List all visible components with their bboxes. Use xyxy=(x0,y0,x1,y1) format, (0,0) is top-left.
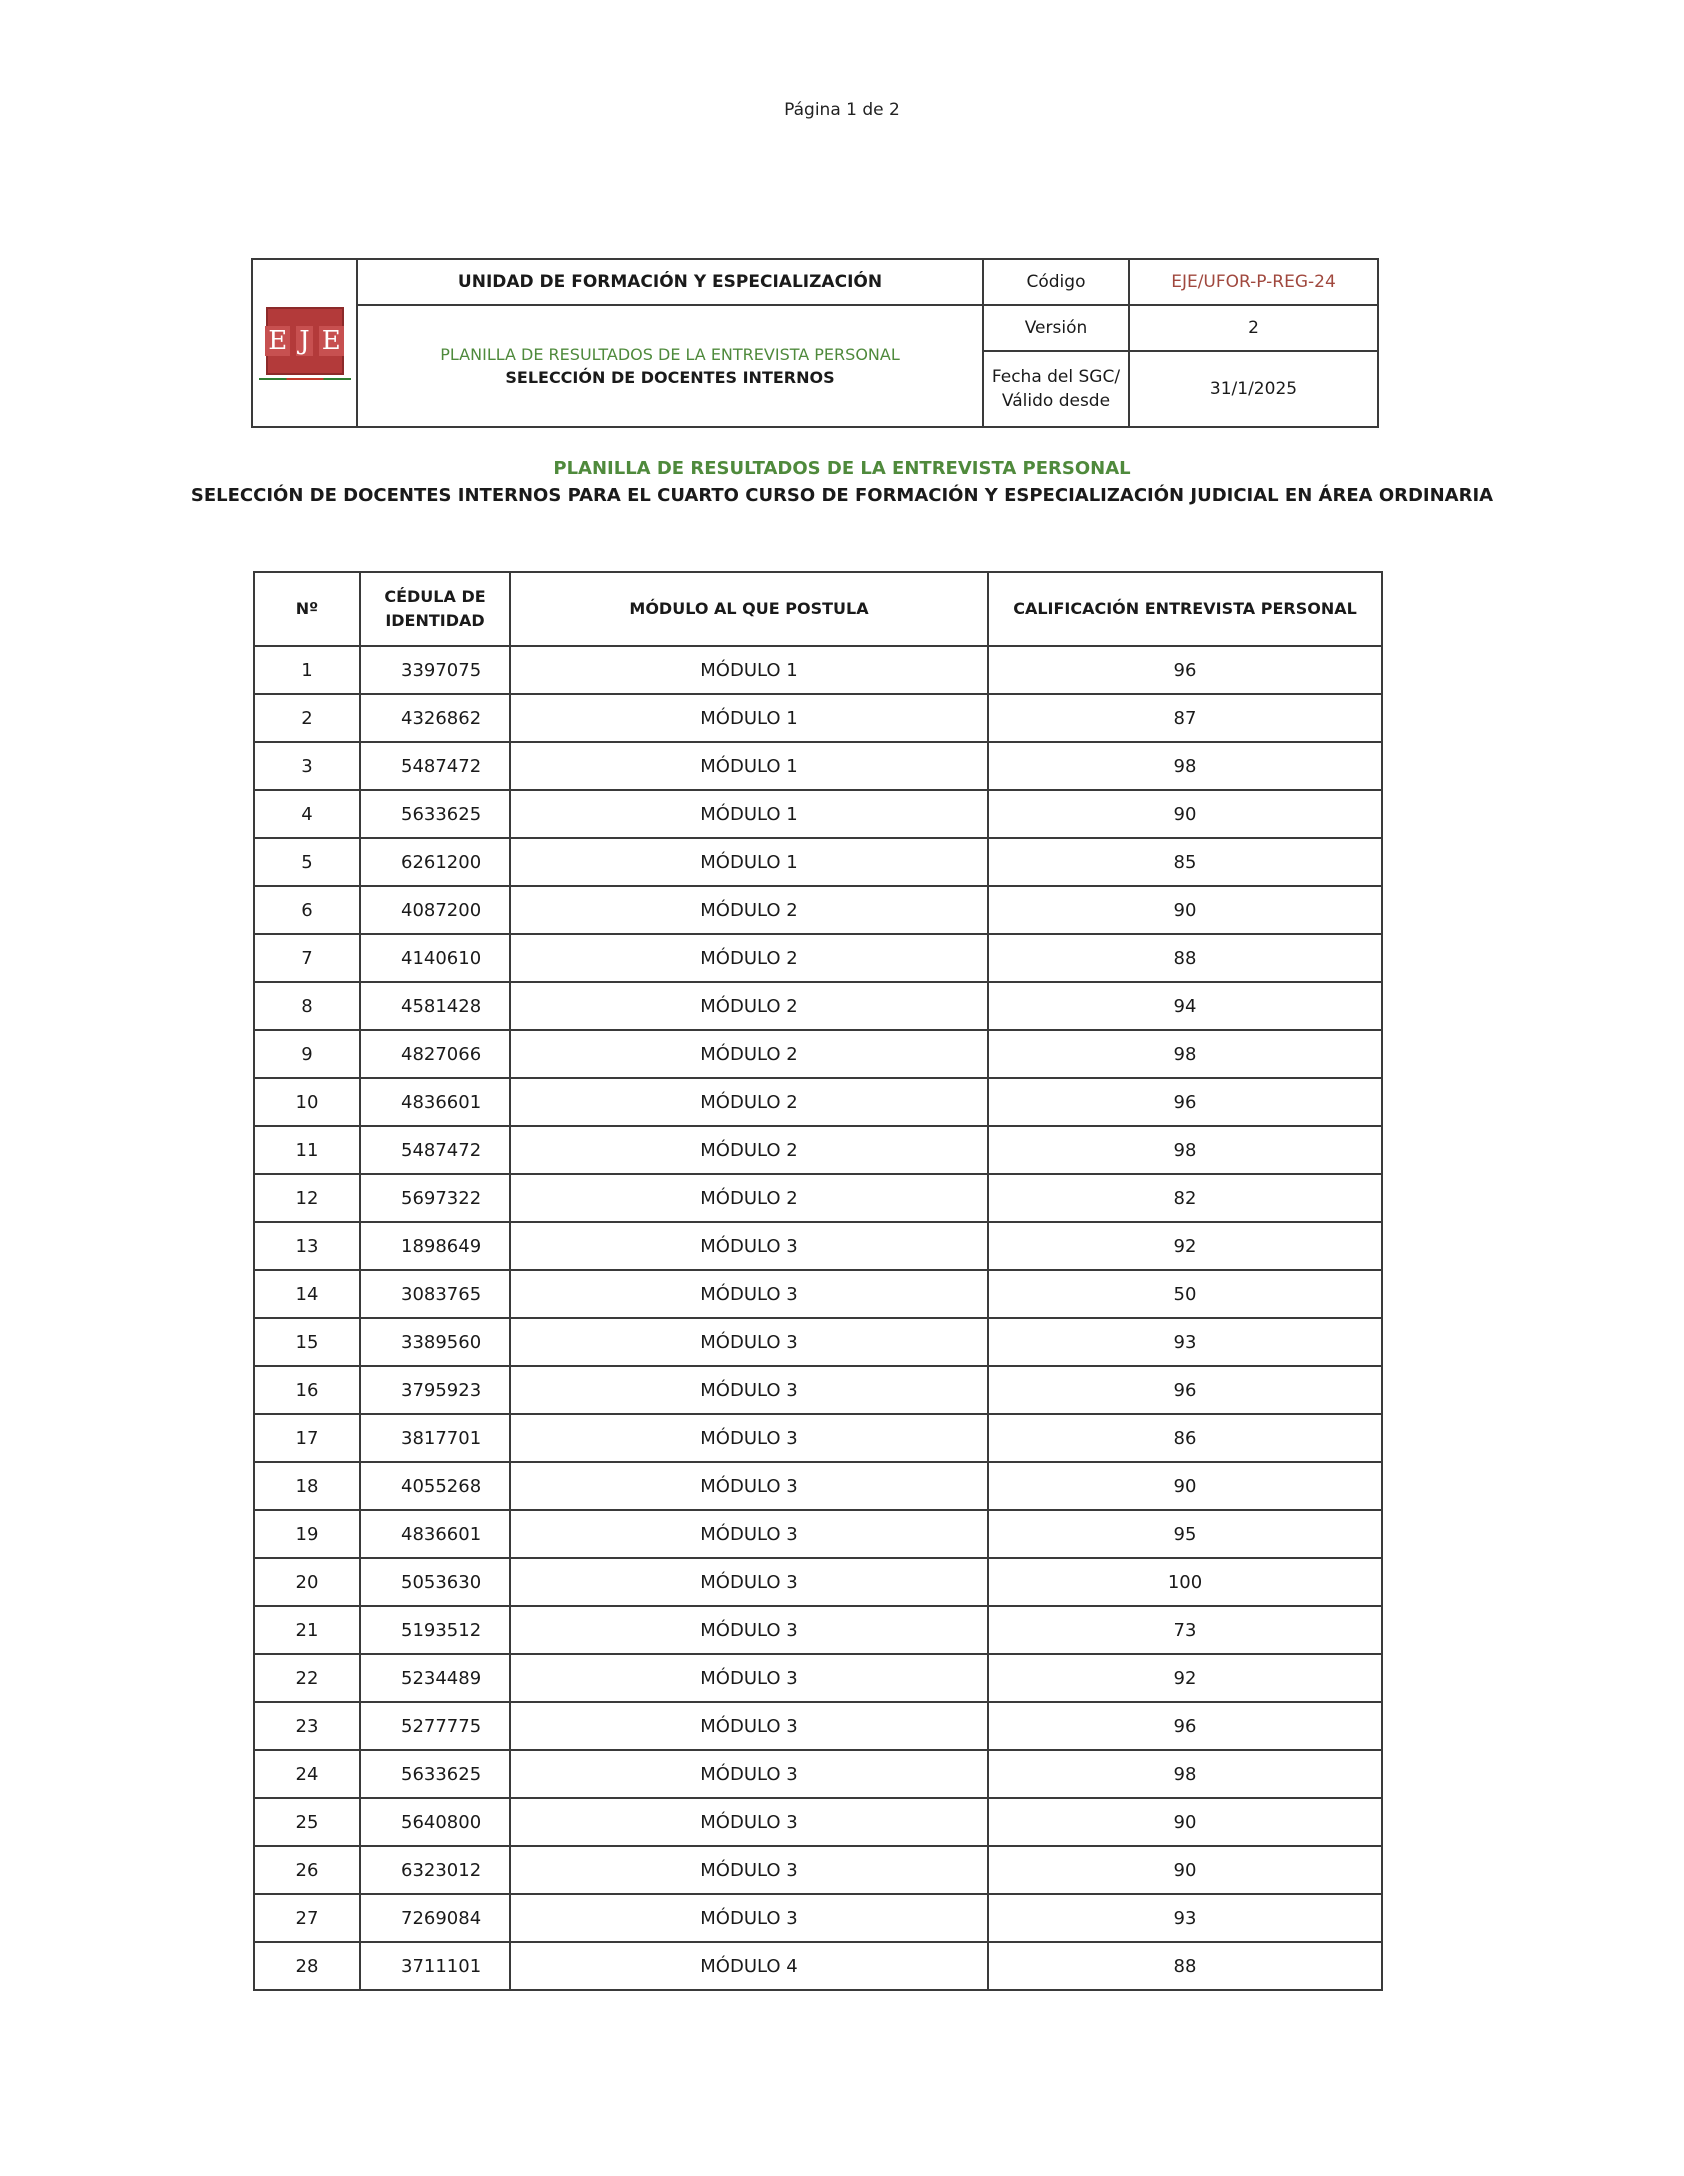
calificacion-cell: 96 xyxy=(988,1366,1382,1414)
row-number: 14 xyxy=(254,1270,360,1318)
row-number: 15 xyxy=(254,1318,360,1366)
table-row xyxy=(254,1510,1382,1558)
column-header-modulo: MÓDULO AL QUE POSTULA xyxy=(510,572,988,646)
modulo-cell: MÓDULO 2 xyxy=(510,1078,988,1126)
calificacion-cell: 90 xyxy=(988,1846,1382,1894)
calificacion-cell: 96 xyxy=(988,646,1382,694)
row-number: 2 xyxy=(254,694,360,742)
modulo-cell: MÓDULO 3 xyxy=(510,1270,988,1318)
table-row xyxy=(254,742,1382,790)
table-row xyxy=(254,1270,1382,1318)
modulo-cell: MÓDULO 1 xyxy=(510,646,988,694)
modulo-cell: MÓDULO 1 xyxy=(510,694,988,742)
cedula-cell: 4055268 xyxy=(360,1462,510,1510)
table-row xyxy=(254,1174,1382,1222)
calificacion-cell: 88 xyxy=(988,934,1382,982)
modulo-cell: MÓDULO 2 xyxy=(510,1030,988,1078)
version-value: 2 xyxy=(1129,305,1378,351)
header-subtitle xyxy=(357,305,983,427)
column-header-cedula: CÉDULA DE IDENTIDAD xyxy=(360,572,510,646)
cedula-cell: 5487472 xyxy=(360,742,510,790)
cedula-cell: 3083765 xyxy=(360,1270,510,1318)
calificacion-cell: 100 xyxy=(988,1558,1382,1606)
row-number: 21 xyxy=(254,1606,360,1654)
code-value: EJE/UFOR-P-REG-24 xyxy=(1129,259,1378,305)
modulo-cell: MÓDULO 3 xyxy=(510,1318,988,1366)
cedula-cell: 6323012 xyxy=(360,1846,510,1894)
modulo-cell: MÓDULO 2 xyxy=(510,1126,988,1174)
calificacion-cell: 96 xyxy=(988,1078,1382,1126)
modulo-cell: MÓDULO 2 xyxy=(510,886,988,934)
cedula-cell: 3817701 xyxy=(360,1414,510,1462)
table-row xyxy=(254,838,1382,886)
modulo-cell: MÓDULO 3 xyxy=(510,1894,988,1942)
cedula-cell: 4827066 xyxy=(360,1030,510,1078)
cedula-cell: 4140610 xyxy=(360,934,510,982)
table-row xyxy=(254,1894,1382,1942)
calificacion-cell: 92 xyxy=(988,1654,1382,1702)
modulo-cell: MÓDULO 3 xyxy=(510,1846,988,1894)
row-number: 18 xyxy=(254,1462,360,1510)
cedula-cell: 4836601 xyxy=(360,1078,510,1126)
modulo-cell: MÓDULO 4 xyxy=(510,1942,988,1990)
table-row xyxy=(254,790,1382,838)
modulo-cell: MÓDULO 2 xyxy=(510,934,988,982)
cedula-cell: 6261200 xyxy=(360,838,510,886)
cedula-cell: 3711101 xyxy=(360,1942,510,1990)
table-row xyxy=(254,982,1382,1030)
table-row xyxy=(254,1702,1382,1750)
table-row xyxy=(254,1462,1382,1510)
modulo-cell: MÓDULO 1 xyxy=(510,790,988,838)
row-number: 16 xyxy=(254,1366,360,1414)
row-number: 5 xyxy=(254,838,360,886)
document-title-bold: SELECCIÓN DE DOCENTES INTERNOS PARA EL CUARTO CURSO DE FORMACIÓN Y ESPECIALIZACIÓN JUDICIAL EN ÁREA ORDINARIA xyxy=(190,485,1494,506)
unit-title: UNIDAD DE FORMACIÓN Y ESPECIALIZACIÓN xyxy=(357,259,983,305)
row-number: 6 xyxy=(254,886,360,934)
calificacion-cell: 88 xyxy=(988,1942,1382,1990)
subtitle-green: PLANILLA DE RESULTADOS DE LA ENTREVISTA PERSONAL xyxy=(440,345,900,364)
calificacion-cell: 95 xyxy=(988,1510,1382,1558)
row-number: 23 xyxy=(254,1702,360,1750)
column-header-calificacion: CALIFICACIÓN ENTREVISTA PERSONAL xyxy=(988,572,1382,646)
calificacion-cell: 87 xyxy=(988,694,1382,742)
modulo-cell: MÓDULO 3 xyxy=(510,1462,988,1510)
table-row xyxy=(254,694,1382,742)
logo-divider xyxy=(259,378,351,380)
cedula-cell: 5633625 xyxy=(360,790,510,838)
cedula-cell: 5053630 xyxy=(360,1558,510,1606)
modulo-cell: MÓDULO 3 xyxy=(510,1510,988,1558)
row-number: 25 xyxy=(254,1798,360,1846)
table-row xyxy=(254,934,1382,982)
cedula-cell: 3397075 xyxy=(360,646,510,694)
modulo-cell: MÓDULO 3 xyxy=(510,1414,988,1462)
table-row xyxy=(254,1798,1382,1846)
table-header-row xyxy=(254,572,1382,646)
modulo-cell: MÓDULO 3 xyxy=(510,1606,988,1654)
calificacion-cell: 85 xyxy=(988,838,1382,886)
document-header xyxy=(251,258,1379,428)
row-number: 12 xyxy=(254,1174,360,1222)
logo-mark: E J E xyxy=(266,307,344,375)
row-number: 24 xyxy=(254,1750,360,1798)
table-row xyxy=(254,1078,1382,1126)
modulo-cell: MÓDULO 1 xyxy=(510,838,988,886)
code-label: Código xyxy=(983,259,1129,305)
table-row xyxy=(254,1414,1382,1462)
row-number: 8 xyxy=(254,982,360,1030)
cedula-cell: 4326862 xyxy=(360,694,510,742)
calificacion-cell: 98 xyxy=(988,1126,1382,1174)
calificacion-cell: 90 xyxy=(988,790,1382,838)
row-number: 28 xyxy=(254,1942,360,1990)
modulo-cell: MÓDULO 3 xyxy=(510,1366,988,1414)
cedula-cell: 5697322 xyxy=(360,1174,510,1222)
column-header-num: Nº xyxy=(254,572,360,646)
row-number: 11 xyxy=(254,1126,360,1174)
row-number: 20 xyxy=(254,1558,360,1606)
calificacion-cell: 98 xyxy=(988,742,1382,790)
calificacion-cell: 92 xyxy=(988,1222,1382,1270)
table-row xyxy=(254,1846,1382,1894)
cedula-cell: 3389560 xyxy=(360,1318,510,1366)
table-row xyxy=(254,1126,1382,1174)
date-value: 31/1/2025 xyxy=(1129,351,1378,427)
cedula-cell: 5193512 xyxy=(360,1606,510,1654)
table-row xyxy=(254,1222,1382,1270)
modulo-cell: MÓDULO 3 xyxy=(510,1558,988,1606)
cedula-cell: 5633625 xyxy=(360,1750,510,1798)
calificacion-cell: 93 xyxy=(988,1894,1382,1942)
document-title-green: PLANILLA DE RESULTADOS DE LA ENTREVISTA PERSONAL xyxy=(553,458,1131,479)
table-row xyxy=(254,1942,1382,1990)
logo xyxy=(252,259,357,427)
cedula-cell: 4087200 xyxy=(360,886,510,934)
row-number: 26 xyxy=(254,1846,360,1894)
row-number: 4 xyxy=(254,790,360,838)
subtitle-bold: SELECCIÓN DE DOCENTES INTERNOS xyxy=(505,368,835,387)
version-label: Versión xyxy=(983,305,1129,351)
modulo-cell: MÓDULO 3 xyxy=(510,1798,988,1846)
table-row xyxy=(254,1030,1382,1078)
cedula-cell: 7269084 xyxy=(360,1894,510,1942)
calificacion-cell: 73 xyxy=(988,1606,1382,1654)
row-number: 7 xyxy=(254,934,360,982)
table-row xyxy=(254,1318,1382,1366)
cedula-cell: 5277775 xyxy=(360,1702,510,1750)
table-row xyxy=(254,886,1382,934)
row-number: 1 xyxy=(254,646,360,694)
calificacion-cell: 98 xyxy=(988,1750,1382,1798)
calificacion-cell: 90 xyxy=(988,1462,1382,1510)
modulo-cell: MÓDULO 3 xyxy=(510,1654,988,1702)
calificacion-cell: 96 xyxy=(988,1702,1382,1750)
calificacion-cell: 90 xyxy=(988,886,1382,934)
cedula-cell: 4581428 xyxy=(360,982,510,1030)
table-row xyxy=(254,646,1382,694)
date-label: Fecha del SGC/ Válido desde xyxy=(983,351,1129,427)
modulo-cell: MÓDULO 3 xyxy=(510,1702,988,1750)
row-number: 13 xyxy=(254,1222,360,1270)
calificacion-cell: 98 xyxy=(988,1030,1382,1078)
table-row xyxy=(254,1558,1382,1606)
document-titles xyxy=(0,458,1684,506)
row-number: 3 xyxy=(254,742,360,790)
modulo-cell: MÓDULO 2 xyxy=(510,982,988,1030)
page-number: Página 1 de 2 xyxy=(784,100,900,120)
calificacion-cell: 94 xyxy=(988,982,1382,1030)
cedula-cell: 5487472 xyxy=(360,1126,510,1174)
cedula-cell: 3795923 xyxy=(360,1366,510,1414)
row-number: 17 xyxy=(254,1414,360,1462)
calificacion-cell: 93 xyxy=(988,1318,1382,1366)
table-row xyxy=(254,1750,1382,1798)
modulo-cell: MÓDULO 3 xyxy=(510,1750,988,1798)
cedula-cell: 1898649 xyxy=(360,1222,510,1270)
row-number: 10 xyxy=(254,1078,360,1126)
cedula-cell: 4836601 xyxy=(360,1510,510,1558)
results-table xyxy=(253,571,1383,1991)
row-number: 19 xyxy=(254,1510,360,1558)
row-number: 27 xyxy=(254,1894,360,1942)
cedula-cell: 5234489 xyxy=(360,1654,510,1702)
row-number: 22 xyxy=(254,1654,360,1702)
row-number: 9 xyxy=(254,1030,360,1078)
modulo-cell: MÓDULO 2 xyxy=(510,1174,988,1222)
table-row xyxy=(254,1654,1382,1702)
modulo-cell: MÓDULO 1 xyxy=(510,742,988,790)
cedula-cell: 5640800 xyxy=(360,1798,510,1846)
results-body xyxy=(254,646,1382,1990)
modulo-cell: MÓDULO 3 xyxy=(510,1222,988,1270)
table-row xyxy=(254,1606,1382,1654)
calificacion-cell: 82 xyxy=(988,1174,1382,1222)
calificacion-cell: 86 xyxy=(988,1414,1382,1462)
calificacion-cell: 50 xyxy=(988,1270,1382,1318)
table-row xyxy=(254,1366,1382,1414)
calificacion-cell: 90 xyxy=(988,1798,1382,1846)
